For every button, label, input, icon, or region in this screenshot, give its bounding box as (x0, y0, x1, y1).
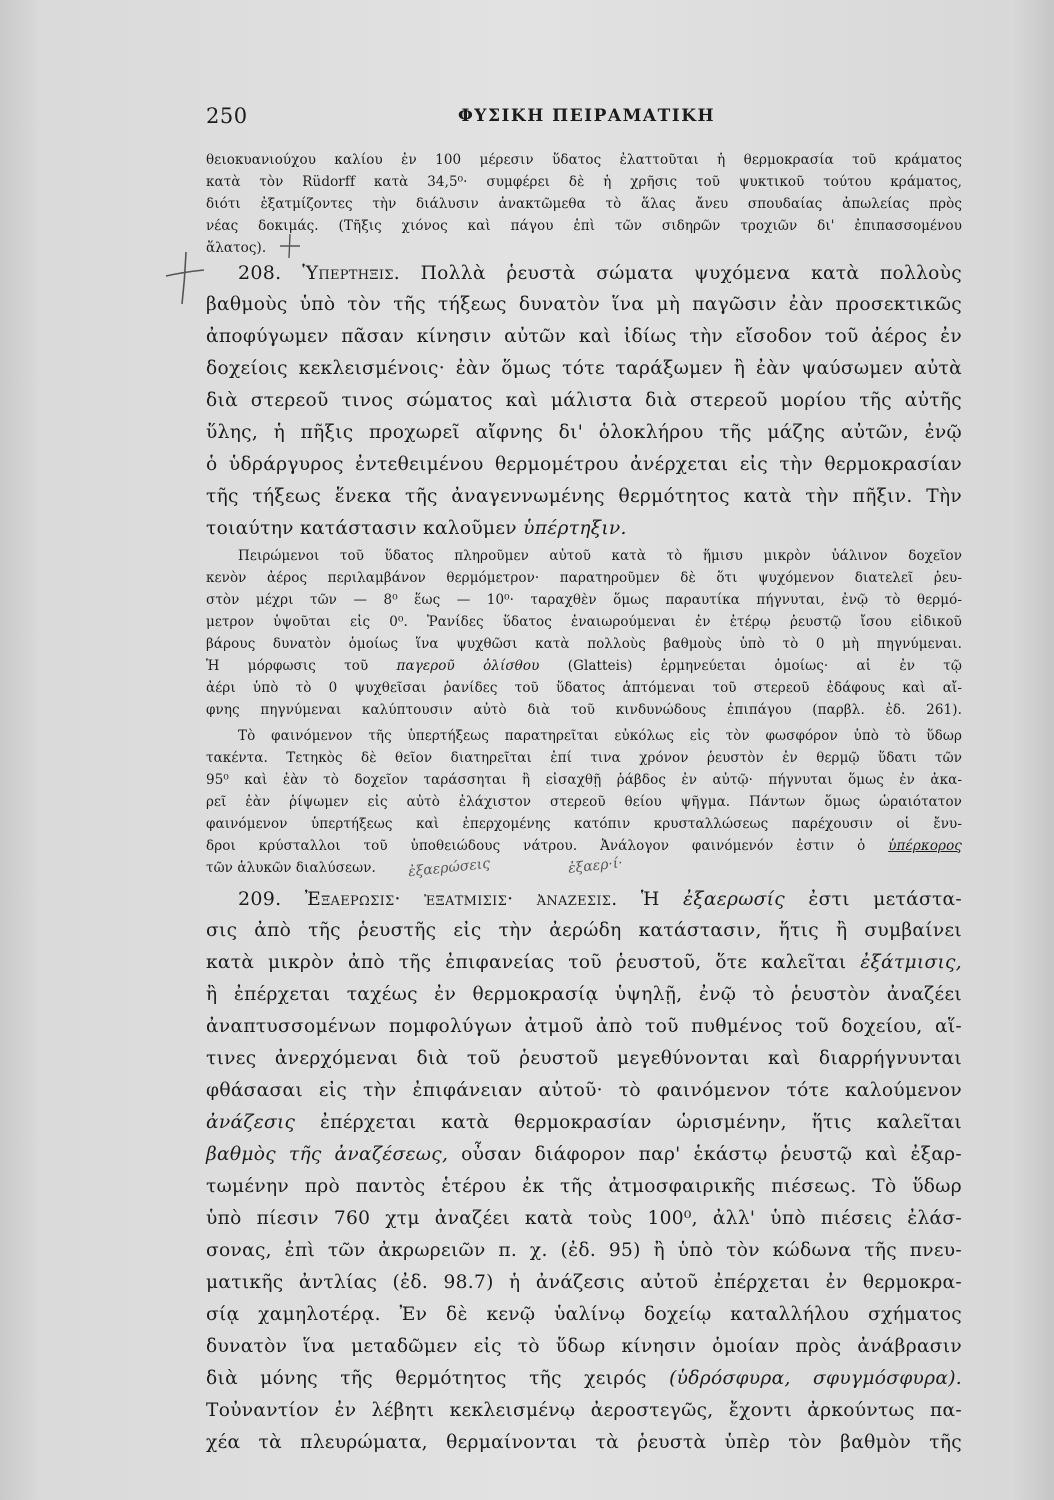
section-209-first-line (238, 888, 962, 910)
text-line: φθάσασαι εἰς τὴν ἐπιφάνειαν αὐτοῦ· τὸ φαινόμενον τότε καλούμενον (206, 1080, 962, 1101)
text-line: διότι ἐξατμίζοντες τὴν διάλυσιν ἀνακτῶμεθα τὸ ἅλας ἄνευ σπουδαίας ἀπωλείας πρὸς (206, 196, 962, 212)
section-heading: Ἐξαερωσις· ἐξατμισις· ἀναζεσις. (304, 889, 618, 910)
text-line: δυνατὸν ἵνα μεταδῶμεν εἰς τὸ ὕδωρ κίνησιν ὁμοίαν πρὸς ἀνάβρασιν (206, 1336, 962, 1357)
text-line: κατὰ τὸν Rüdorff κατὰ 34,5⁰· συμφέρει δὲ ἡ χρῆσις τοῦ ψυκτικοῦ τούτου κράματος, (206, 174, 962, 190)
section-number: 209. (238, 888, 282, 910)
text-line (206, 658, 962, 674)
text-line: ὑπὸ πίεσιν 760 χτμ ἀναζέει κατὰ τοὺς 100⁰, ἀλλ' ὑπὸ πιέσεις ἐλάσ- (206, 1208, 962, 1229)
term-italic: ἀνάζεσις (206, 1112, 296, 1133)
text-span: τοιαύτην κατάστασιν καλοῦμεν (206, 518, 517, 539)
text-line: δοχείοις κεκλεισμένοις· ἐὰν ὅμως τότε ταράξωμεν ἢ ἐὰν ψαύσωμεν αὐτὰ (206, 358, 962, 379)
term-italic: ἐξαερωσίς (683, 889, 785, 910)
text-line: Τὸ φαινόμενον τῆς ὑπερτήξεως παρατηρεῖται εὐκόλως εἰς τὸν φωσφόρον ὑπὸ τὸ ὕδωρ (238, 728, 962, 744)
text-span: Ἡ μόρφωσις τοῦ (206, 658, 369, 674)
text-span: (Glatteis) ἑρμηνεύεται ὁμοίως· αἱ ἐν τῷ (567, 658, 962, 674)
text-line: Πειρώμενοι τοῦ ὕδατος πληροῦμεν αὐτοῦ κατὰ τὸ ἥμισυ μικρὸν ὑάλινον δοχεῖον (238, 548, 962, 564)
running-title: ΦΥΣΙΚΗ ΠΕΙΡΑΜΑΤΙΚΗ (458, 106, 716, 126)
term-italic: (ὑδρόσφυρα, σφυγμόσφυρα). (669, 1368, 962, 1389)
handwritten-note: ἐξαερ·ί· (567, 855, 624, 877)
text-line: Τοὐναντίον ἐν λέβητι κεκλεισμένῳ ἀεροστεγῶς, ἔχοντι ἀρκούντως πα- (206, 1400, 962, 1421)
section-208-first-line (238, 262, 962, 284)
text-line: φνης πηγνύμεναι καλύπτουσιν αὐτὸ διὰ τοῦ κινδυνώδους ἐπιπάγου (παρβλ. ἐδ. 261). (206, 702, 962, 718)
text-line: ὁ ὑδράργυρος ἐντεθειμένου θερμομέτρου ἀνέρχεται εἰς τὴν θερμοκρασίαν (206, 454, 962, 475)
text-line: σίᾳ χαμηλοτέρᾳ. Ἐν δὲ κενῷ ὑαλίνῳ δοχείῳ καταλλήλου σχήματος (206, 1304, 962, 1325)
text-line: 95⁰ καὶ ἐὰν τὸ δοχεῖον ταράσσηται ἢ εἰσαχθῇ ῥάβδος ἐν αὐτῷ· πήγνυται ὅμως ἐν ἀκα- (206, 772, 962, 788)
text-line: διὰ στερεοῦ τινος σώματος καὶ μάλιστα διὰ στερεοῦ μορίου τῆς αὐτῆς (206, 390, 962, 411)
text-line: χέα τὰ πλευρώματα, θερμαίνονται τὰ ῥευστὰ ὑπὲρ τὸν βαθμὸν τῆς (206, 1432, 962, 1453)
text-line: τῶν ἁλυκῶν διαλύσεων. (206, 860, 376, 876)
text-line (206, 518, 962, 539)
term-italic: βαθμὸς τῆς ἀναζέσεως, (206, 1144, 449, 1165)
text-line: ἀποφύγωμεν πᾶσαν κίνησιν αὐτῶν καὶ ἰδίως τὴν εἴσοδον τοῦ ἀέρος ἐν (206, 326, 962, 347)
text-line: ρεῖ ἐὰν ῥίψωμεν εἰς αὐτὸ ἐλάχιστον στερεοῦ θείου ψῆγμα. Πάντων ὅμως ὡραιότατον (206, 794, 962, 810)
text-line (206, 952, 962, 973)
text-line: τῆς τήξεως ἕνεκα τῆς ἀναγεννωμένης θερμότητος κατὰ τὴν πῆξιν. Τὴν (206, 486, 962, 507)
text-line: ἅλατος). (206, 240, 267, 256)
text-line: σις ἀπὸ τῆς ῥευστῆς εἰς τὴν ἀερώδη κατάστασιν, ἥτις ἢ συμβαίνει (206, 920, 962, 941)
text-line: τωμένην πρὸ παντὸς ἑτέρου ἐκ τῆς ἀτμοσφαιρικῆς πιέσεως. Τὸ ὕδωρ (206, 1176, 962, 1197)
text-line (206, 838, 962, 854)
text-line: ἀναπτυσσομένων πομφολύγων ἀτμοῦ ἀπὸ τοῦ πυθμένος τοῦ δοχείου, αἵ- (206, 1016, 962, 1037)
text-line: κενὸν ἀέρος περιλαμβάνον θερμόμετρον· παρατηροῦμεν δὲ ὅτι ψυχόμενον διατελεῖ ῥευ- (206, 570, 962, 586)
text-line: τινες ἀνερχόμεναι διὰ τοῦ ῥευστοῦ μεγεθύνονται καὶ διαρρήγνυνται (206, 1048, 962, 1069)
text-line: ἢ ἐπέρχεται ταχέως ἐν θερμοκρασίᾳ ὑψηλῇ, ἐνῷ τὸ ῥευστὸν ἀναζέει (206, 984, 962, 1005)
term-italic: ὑπέρτηξιν. (523, 518, 627, 539)
text-span: οὖσαν διάφορον παρ' ἑκάστῳ ῥευστῷ καὶ ἐξαρ- (461, 1144, 962, 1165)
text-span: ἐπέρχεται κατὰ θερμοκρασίαν ὡρισμένην, ἥτις καλεῖται (319, 1112, 962, 1133)
term-italic: ἐξάτμισις, (860, 952, 962, 973)
term-italic: παγεροῦ ὀλίσθου (396, 658, 540, 674)
text-line: μετρον ὑψοῦται εἰς 0⁰. Ῥανίδες ὕδατος ἐναιωρούμεναι ἐν ἑτέρῳ ῥευστῷ ἴσου εἰδικοῦ (206, 614, 962, 630)
term-italic-underlined: ὑπέρκορος (888, 838, 962, 854)
text-line (206, 1144, 962, 1165)
text-line: τακέντα. Τετηκὸς δὲ θεῖον διατηρεῖται ἐπί τινα χρόνον ῥευστὸν ἐν θερμῷ ὕδατι τῶν (206, 750, 962, 766)
text-line: φαινόμενον ὑπερτήξεως καὶ ἐπερχομένης κατόπιν κρυσταλλώσεως παρέχουσιν οἱ ἔνυ- (206, 816, 962, 832)
page-number: 250 (206, 104, 248, 128)
text-line: σονας, ἐπὶ τῶν ἀκρωρειῶν π. χ. (ἐδ. 95) ἢ ὑπὸ τὸν κώδωνα τῆς πνευ- (206, 1240, 962, 1261)
text-line: ἀέρι ὑπὸ τὸ 0 ψυχθεῖσαι ῥανίδες τοῦ ὕδατος ἁπτόμεναι τοῦ στερεοῦ ἐδάφους καὶ αἴ- (206, 680, 962, 696)
section-number: 208. (238, 262, 282, 284)
handwritten-note: ἐξαερώσεις (407, 855, 491, 881)
text-span: Πολλὰ ῥευστὰ σώματα ψυχόμενα κατὰ πολλοὺς (420, 263, 962, 284)
text-line: βαθμοὺς ὑπὸ τὸν τῆς τήξεως δυνατὸν ἵνα μὴ παγῶσιν ἐὰν προσεκτικῶς (206, 294, 962, 315)
text-span: Ἡ (640, 889, 660, 910)
text-line (206, 1368, 962, 1389)
text-line: στὸν μέχρι τῶν — 8⁰ ἕως — 10⁰· ταραχθὲν ὅμως παραυτίκα πήγνυται, ἐνῷ τὸ θερμό- (206, 592, 962, 608)
text-span: διὰ μόνης τῆς θερμότητος τῆς χειρός (206, 1368, 647, 1389)
section-heading: Ὑπερτηξις. (302, 263, 400, 284)
text-line (206, 1112, 962, 1133)
text-line: νέας δοκιμάς. (Τῆξις χιόνος καὶ πάγου ἐπὶ τῶν σιδηρῶν τροχιῶν δι' ἐπιπασσομένου (206, 218, 962, 234)
text-line: ὕλης, ἡ πῆξις προχωρεῖ αἴφνης δι' ὁλοκλήρου τῆς μάζης αὐτῶν, ἐνῷ (206, 422, 962, 443)
text-line: βάρους δυνατὸν ὁμοίως ἵνα ψυχθῶσι κατὰ πολλοὺς βαθμοὺς ὑπὸ τὸ 0 μὴ πηγνύμεναι. (206, 636, 962, 652)
page-header (206, 104, 962, 132)
text-line: ματικῆς ἀντλίας (ἐδ. 98.7) ἡ ἀνάζεσις αὐτοῦ ἐπέρχεται ἐν θερμοκρα- (206, 1272, 962, 1293)
text-span: δροι κρύσταλλοι τοῦ ὑποθειώδους νάτρου. Ἀνάλογον φαινόμενόν ἐστιν ὁ (206, 838, 866, 854)
text-span: ἐστι μετάστα- (808, 889, 962, 910)
pencil-cross-mark-icon (160, 248, 210, 308)
text-line: θειοκυανιούχου καλίου ἐν 100 μέρεσιν ὕδατος ἐλαττοῦται ἡ θερμοκρασία τοῦ κράματος (206, 152, 962, 168)
pencil-cross-mark-icon (276, 232, 304, 260)
text-span: κατὰ μικρὸν ἀπὸ τῆς ἐπιφανείας τοῦ ῥευστοῦ, ὅτε καλεῖται (206, 952, 847, 973)
